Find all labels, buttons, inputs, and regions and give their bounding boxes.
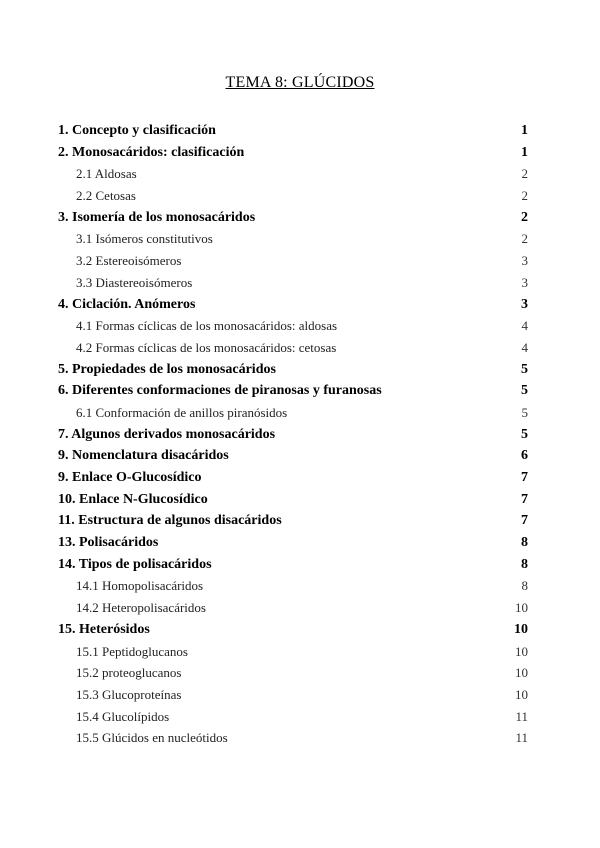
toc-subentry[interactable] xyxy=(58,250,528,272)
table-of-contents xyxy=(58,120,528,749)
toc-entry-label: 2.2 Cetosas xyxy=(76,188,136,204)
toc-entry[interactable] xyxy=(58,554,528,576)
toc-entry-label: 5. Propiedades de los monosacáridos xyxy=(58,361,276,377)
toc-entry[interactable] xyxy=(58,294,528,316)
toc-subentry[interactable] xyxy=(58,272,528,294)
toc-entry[interactable] xyxy=(58,510,528,532)
toc-entry-label: 4. Ciclación. Anómeros xyxy=(58,296,196,312)
toc-subentry[interactable] xyxy=(58,337,528,359)
toc-entry-page: 5 xyxy=(521,383,528,399)
toc-entry-label: 13. Polisacáridos xyxy=(58,535,159,551)
toc-entry-page: 11 xyxy=(515,708,528,724)
toc-entry[interactable] xyxy=(58,359,528,381)
toc-subentry[interactable] xyxy=(58,575,528,597)
toc-subentry[interactable] xyxy=(58,641,528,663)
toc-entry-page: 1 xyxy=(521,144,528,160)
toc-entry-label: 14. Tipos de polisacáridos xyxy=(58,556,212,572)
toc-entry-label: 14.2 Heteropolisacáridos xyxy=(76,600,206,616)
toc-entry-label: 7. Algunos derivados monosacáridos xyxy=(58,426,276,442)
toc-entry[interactable] xyxy=(58,207,528,229)
toc-entry-label: 2. Monosacáridos: clasificación xyxy=(58,144,245,160)
toc-entry-page: 5 xyxy=(521,404,528,420)
toc-entry[interactable] xyxy=(58,489,528,511)
toc-entry-page: 2 xyxy=(521,166,528,182)
toc-subentry[interactable] xyxy=(58,684,528,706)
toc-entry-label: 2.1 Aldosas xyxy=(76,166,137,182)
toc-entry-page: 3 xyxy=(521,274,528,290)
toc-entry-page: 2 xyxy=(521,209,528,225)
toc-entry-page: 10 xyxy=(515,686,528,702)
toc-subentry[interactable] xyxy=(58,706,528,728)
toc-entry-page: 8 xyxy=(521,556,528,572)
toc-entry-page: 6 xyxy=(521,448,528,464)
toc-entry-page: 10 xyxy=(515,665,528,681)
toc-entry-label: 3.3 Diastereoisómeros xyxy=(76,274,193,290)
toc-subentry[interactable] xyxy=(58,163,528,185)
toc-subentry[interactable] xyxy=(58,402,528,424)
toc-entry[interactable] xyxy=(58,142,528,164)
toc-entry-page: 10 xyxy=(515,600,528,616)
toc-entry-page: 5 xyxy=(521,426,528,442)
toc-entry-page: 7 xyxy=(521,491,528,507)
toc-entry[interactable] xyxy=(58,120,528,142)
toc-entry-label: 15.2 proteoglucanos xyxy=(76,665,182,681)
toc-entry-page: 10 xyxy=(514,621,528,637)
toc-entry-label: 15.5 Glúcidos en nucleótidos xyxy=(76,730,228,746)
toc-entry[interactable] xyxy=(58,619,528,641)
toc-entry-page: 2 xyxy=(521,188,528,204)
toc-entry[interactable] xyxy=(58,532,528,554)
toc-entry-label: 3.1 Isómeros constitutivos xyxy=(76,231,213,247)
toc-subentry[interactable] xyxy=(58,315,528,337)
toc-entry-page: 11 xyxy=(515,730,528,746)
toc-entry-page: 5 xyxy=(521,361,528,377)
toc-entry-page: 8 xyxy=(521,535,528,551)
toc-entry-label: 4.2 Formas cíclicas de los monosacáridos: cetosas xyxy=(76,339,337,355)
toc-entry-label: 9. Nomenclatura disacáridos xyxy=(58,448,229,464)
toc-entry-label: 15.3 Glucoproteínas xyxy=(76,686,182,702)
toc-entry-label: 3. Isomería de los monosacáridos xyxy=(58,209,256,225)
page-title: TEMA 8: GLÚCIDOS xyxy=(225,74,375,91)
toc-subentry[interactable] xyxy=(58,597,528,619)
toc-entry[interactable] xyxy=(58,380,528,402)
toc-entry-label: 6. Diferentes conformaciones de piranosas y furanosas xyxy=(58,383,382,399)
toc-entry-page: 3 xyxy=(521,253,528,269)
toc-entry-page: 8 xyxy=(521,578,528,594)
toc-entry[interactable] xyxy=(58,445,528,467)
toc-entry-label: 3.2 Estereoisómeros xyxy=(76,253,182,269)
toc-entry-label: 4.1 Formas cíclicas de los monosacáridos: aldosas xyxy=(76,318,338,334)
toc-subentry[interactable] xyxy=(58,727,528,749)
toc-subentry[interactable] xyxy=(58,662,528,684)
toc-entry-label: 15. Heterósidos xyxy=(58,621,150,637)
toc-subentry[interactable] xyxy=(58,185,528,207)
toc-entry-page: 4 xyxy=(521,339,528,355)
toc-entry-label: 6.1 Conformación de anillos piranósidos xyxy=(76,404,288,420)
toc-entry-label: 15.4 Glucolípidos xyxy=(76,708,170,724)
toc-entry[interactable] xyxy=(58,467,528,489)
toc-entry-page: 2 xyxy=(521,231,528,247)
toc-entry-page: 10 xyxy=(515,643,528,659)
toc-entry[interactable] xyxy=(58,424,528,446)
toc-entry-label: 1. Concepto y clasificación xyxy=(58,123,216,138)
toc-entry-label: 14.1 Homopolisacáridos xyxy=(76,578,204,594)
toc-subentry[interactable] xyxy=(58,228,528,250)
toc-entry-page: 7 xyxy=(521,470,528,485)
toc-entry-label: 11. Estructura de algunos disacáridos xyxy=(58,513,282,529)
toc-entry-label: 9. Enlace O-Glucosídico xyxy=(58,470,202,485)
toc-entry-page: 4 xyxy=(521,318,528,334)
toc-entry-page: 1 xyxy=(521,123,528,138)
toc-entry-label: 10. Enlace N-Glucosídico xyxy=(58,491,208,507)
toc-entry-page: 3 xyxy=(521,296,528,312)
toc-entry-label: 15.1 Peptidoglucanos xyxy=(76,643,188,659)
toc-entry-page: 7 xyxy=(521,513,528,529)
